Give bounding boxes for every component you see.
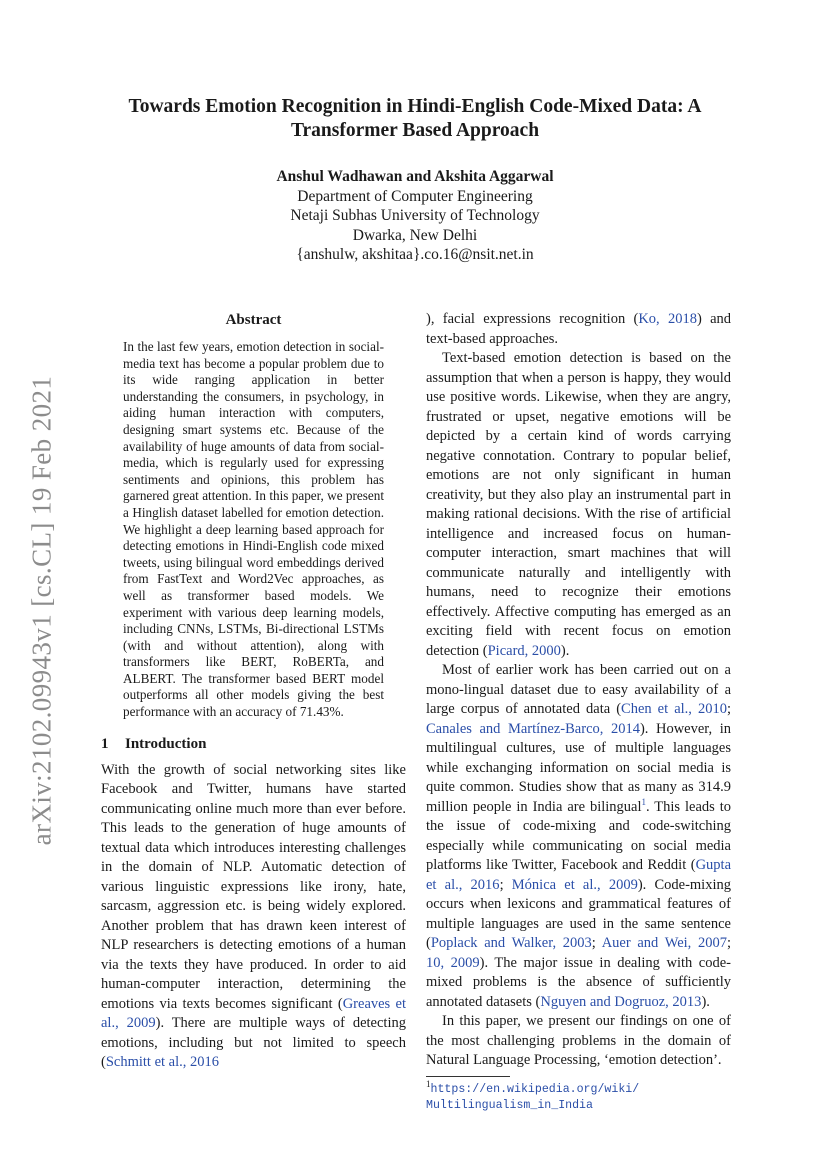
author-block [100,167,730,265]
intro-p3-text-f: ). [701,993,710,1010]
section-title: Introduction [125,735,207,752]
intro-p3-text-e: ). The major issue in dealing with code-mixed problems is the absence of sufficiently annotated datasets ( [426,954,731,1010]
intro-p1-text-d: ) and text-based approaches. [426,311,732,347]
footnote [426,1078,731,1113]
citation-link[interactable]: Schmitt et al., 2016 [105,1054,220,1071]
author-department: Department of Computer Engineering [297,187,533,205]
intro-p3-text-a: Most of earlier work has been carried out on a mono-lingual dataset due to easy availability of a large corpus of annotated data ( [426,662,731,717]
citation-link[interactable]: Chen et al., 2010 [621,701,727,717]
citation-link[interactable]: Canales and Martínez-Barco, 2014 [426,720,640,737]
abstract-heading: Abstract [225,312,282,328]
intro-p1-text-a: With the growth of social networking sites like Facebook and Twitter, humans have started communicating online much more than ever before. This leads to the generation of huge amounts of textual data which introduces interesting challenges in the domain of NLP. Automatic detection of various linguistic expressions like irony, hate, sarcasm, aggression etc. is being widely explored. Another problem that has drawn keen interest of NLP researchers is detecting emotions of a human via the texts they have produced. In order to aid human-computer interaction, determining the emotions via texts becomes significant ( [101,761,406,1012]
citation-link[interactable]: Gupta et al., 2016 [426,857,731,893]
footnote-url-line-1[interactable]: https://en.wikipedia.org/wiki/ [430,1082,640,1096]
author-emails: {anshulw, akshitaa}.co.16@nsit.net.in [296,246,534,263]
intro-p2-text-a: Text-based emotion detection is based on the assumption that when a person is happy, they would use positive words. Likewise, when they are angry, frustrated or upset, negative emotions will be depicted by a certain kind of words carrying negative connotation. Contrary to popular belief, emotions are not only significant in human creativity, but they also play an instrumental part in making rational decisions. With the rise of artificial intelligence and increased focus on human-computer interaction, smart machines that will communicate naturally and intelligently with humans, need to recognize their emotions effectively. Affective computing has emerged as an exciting field with recent focus on emotion detection ( [426,350,731,659]
citation-link[interactable]: Nguyen and Dogruoz, 2013 [540,993,702,1010]
citation-link[interactable]: Ko, 2018 [638,311,697,327]
citation-separator: ; [726,701,731,717]
footnote-marker[interactable]: 1 [641,796,646,807]
author-university: Netaji Subhas University of Technology [290,207,540,224]
intro-paragraph-3 [426,661,731,1012]
intro-paragraph-1-continued [426,310,731,349]
intro-p3-text-c: . This leads to the issue of code-mixing and code-switching especially while communicating on social media platforms like Twitter, Facebook and Reddit ( [426,798,731,873]
intro-p3-text-d: ). Code-mixing occurs when lexicons and grammatical features of multiple languages are used in the same sentence ( [426,876,731,951]
intro-p1-text-b: ). There are multiple ways of detecting emotions, including but not limited to speech ( [101,1015,406,1071]
intro-paragraph-1 [101,761,406,1073]
abstract-text: In the last few years, emotion detection in social-media text has become a popular problem due to its wide ranging application in better understanding the consumers, in psychology, in aiding human interaction with computers, designing smart systems etc. Because of the availability of huge amounts of data from social-media, which is regularly used for expressing sentiments and opinions, this problem has garnered great attention. In this paper, we present a Hinglish dataset labelled for emotion detection. We highlight a deep learning based approach for detecting emotions in Hindi-English code mixed tweets, using bilingual word embeddings derived from FastText and Word2Vec approaches, as well as transformer based models. We experiment with various deep learning models, including CNNs, LSTMs, Bi-directional LSTMs (with and without attention), along with transformers like BERT, RoBERTa, and ALBERT. The transformer based BERT model outperforms all other models giving the best performance with an accuracy of 71.43%. [123,339,384,720]
section-heading-introduction [101,734,406,754]
intro-p1-text-c: ), facial expressions recognition ( [426,311,639,327]
citation-separator: ; [726,935,732,951]
citation-separator: ; [591,935,602,951]
citation-link[interactable]: Auer and Wei, 2007 [601,935,727,951]
author-location: Dwarka, New Delhi [352,226,478,244]
citation-separator: ; [499,876,512,893]
footnote-number: 1 [426,1078,431,1089]
citation-link[interactable]: Poplack and Walker, 2003 [430,935,592,951]
title-line-2: Transformer Based Approach [290,120,540,141]
intro-p3-text-b: ). However, in multilingual cultures, use of multiple languages while exchanging information on social media is quite common. Studies show that as many as 314.9 million people in India are bilingual [426,720,732,815]
paper-title [100,95,730,143]
arxiv-stamp [22,370,62,850]
citation-link[interactable]: Greaves et al., 2009 [101,995,407,1032]
author-names: Anshul Wadhawan and Akshita Aggarwal [276,168,554,185]
citation-link[interactable]: Mónica et al., 2009 [511,876,638,893]
footnote-divider [426,1076,510,1077]
intro-paragraph-4: In this paper, we present our findings on one of the most challenging problems in the domain of Natural Language Processing, ‘emotion detection’. [426,1013,731,1068]
title-line-1: Towards Emotion Recognition in Hindi-English Code-Mixed Data: A [128,96,702,117]
right-column [426,310,731,1113]
intro-paragraph-2 [426,349,731,661]
citation-link[interactable]: Picard, 2000 [487,642,561,659]
arxiv-stamp-text: arXiv:2102.09943v1 [cs.CL] 19 Feb 2021 [26,375,57,845]
footnote-url-line-2[interactable]: Multilingualism_in_India [426,1098,593,1112]
citation-link[interactable]: 10, 2009 [426,954,480,971]
intro-p2-text-b: ). [560,642,570,659]
left-column [101,310,406,1073]
section-number: 1 [101,735,109,752]
